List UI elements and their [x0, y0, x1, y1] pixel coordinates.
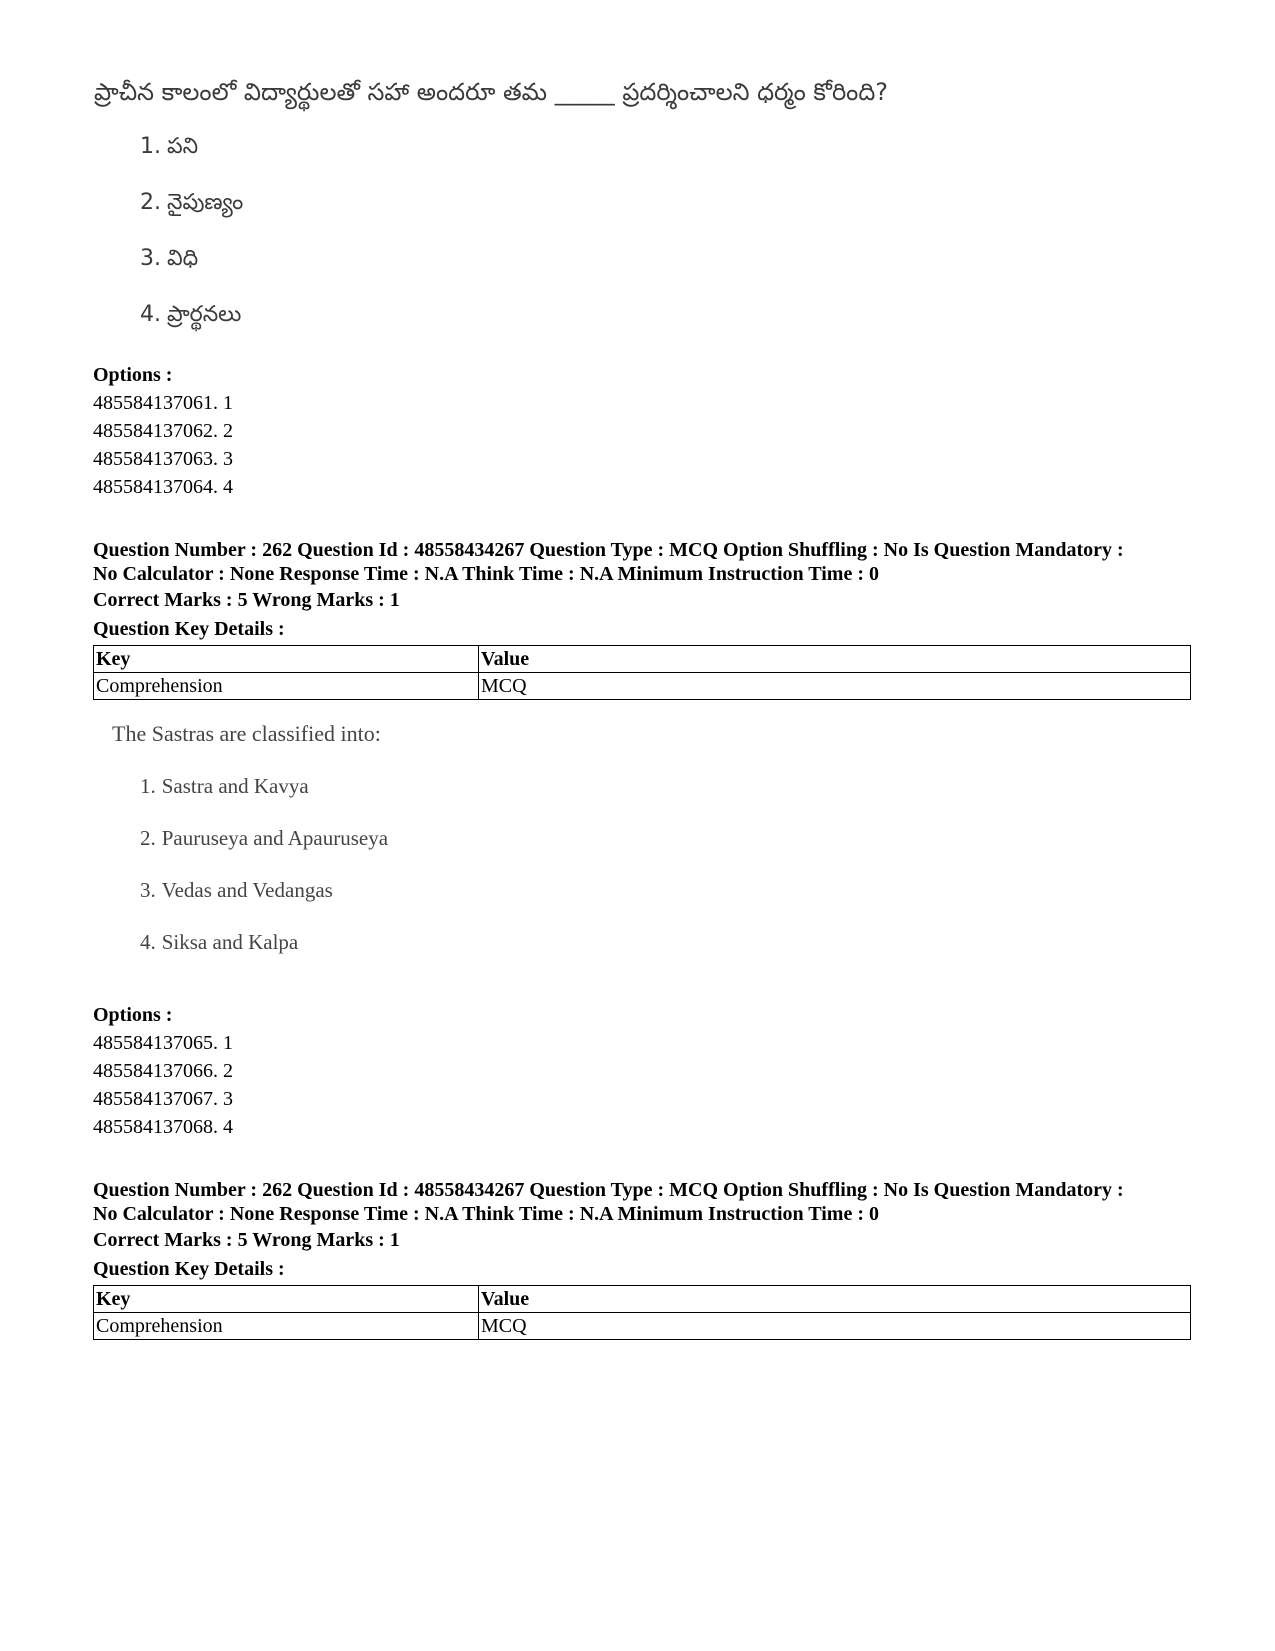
table-row — [94, 1313, 1191, 1340]
choice-text: Siksa and Kalpa — [161, 930, 299, 954]
table-header-row — [94, 1286, 1191, 1313]
key-details-title: Question Key Details : — [93, 618, 285, 640]
choice-3 — [140, 878, 333, 903]
header-key: Key — [94, 1286, 479, 1313]
choice-text: విధి — [167, 246, 199, 271]
key-details-table — [93, 1285, 1191, 1340]
marks-line: Correct Marks : 5 Wrong Marks : 1 — [93, 589, 400, 611]
choice-number: 2. — [140, 190, 161, 215]
header-value: Value — [479, 646, 1191, 673]
choice-4 — [140, 302, 241, 332]
key-details-title: Question Key Details : — [93, 1258, 285, 1280]
cell-key: Comprehension — [94, 1313, 479, 1340]
question-meta — [93, 1178, 1193, 1226]
cell-value: MCQ — [479, 1313, 1191, 1340]
choice-text: ప్రార్థనలు — [167, 302, 242, 327]
cell-key: Comprehension — [94, 673, 479, 700]
choice-number: 1. — [140, 134, 161, 159]
option-line: 485584137065. 1 — [93, 1032, 233, 1054]
option-line: 485584137062. 2 — [93, 420, 233, 442]
choice-2 — [140, 190, 243, 220]
choice-number: 4. — [140, 302, 161, 327]
choice-1 — [140, 774, 309, 799]
marks-line: Correct Marks : 5 Wrong Marks : 1 — [93, 1229, 400, 1251]
option-line: 485584137061. 1 — [93, 392, 233, 414]
header-key: Key — [94, 646, 479, 673]
choice-2 — [140, 826, 388, 851]
choice-text: పని — [167, 134, 199, 159]
question-stem: ప్రాచీన కాలంలో విద్యార్థులతో సహా అందరూ తమ _____ ప్రదర్శించాలని ధర్మం కోరింది? — [94, 78, 889, 106]
choice-3 — [140, 246, 198, 276]
choice-4 — [140, 930, 298, 955]
question-image-english — [112, 721, 389, 954]
choice-number: 3. — [140, 878, 156, 902]
option-line: 485584137067. 3 — [93, 1088, 233, 1110]
option-line: 485584137063. 3 — [93, 448, 233, 470]
choice-text: Sastra and Kavya — [161, 774, 309, 798]
choice-1 — [140, 134, 198, 164]
choice-number: 2. — [140, 826, 156, 850]
table-row — [94, 673, 1191, 700]
choice-number: 3. — [140, 246, 161, 271]
options-title: Options : — [93, 1004, 173, 1026]
option-line: 485584137064. 4 — [93, 476, 233, 498]
meta-line-2: No Calculator : None Response Time : N.A Think Time : N.A Minimum Instruction Time : 0 — [93, 563, 879, 585]
choice-text: నైపుణ్యం — [167, 190, 244, 215]
option-line: 485584137068. 4 — [93, 1116, 233, 1138]
meta-line-1: Question Number : 262 Question Id : 48558434267 Question Type : MCQ Option Shuffling : No Is Question Mandatory : — [93, 1179, 1124, 1201]
choice-text: Vedas and Vedangas — [161, 878, 333, 902]
choice-text: Pauruseya and Apauruseya — [161, 826, 389, 850]
table-header-row — [94, 646, 1191, 673]
options-title: Options : — [93, 364, 173, 386]
cell-value: MCQ — [479, 673, 1191, 700]
header-value: Value — [479, 1286, 1191, 1313]
choice-number: 4. — [140, 930, 156, 954]
key-details-table — [93, 645, 1191, 700]
meta-line-2: No Calculator : None Response Time : N.A Think Time : N.A Minimum Instruction Time : 0 — [93, 1203, 879, 1225]
choice-number: 1. — [140, 774, 156, 798]
option-line: 485584137066. 2 — [93, 1060, 233, 1082]
question-meta — [93, 538, 1193, 586]
question-image-telugu — [94, 78, 889, 327]
question-stem: The Sastras are classified into: — [112, 721, 381, 746]
meta-line-1: Question Number : 262 Question Id : 48558434267 Question Type : MCQ Option Shuffling : No Is Question Mandatory : — [93, 539, 1124, 561]
